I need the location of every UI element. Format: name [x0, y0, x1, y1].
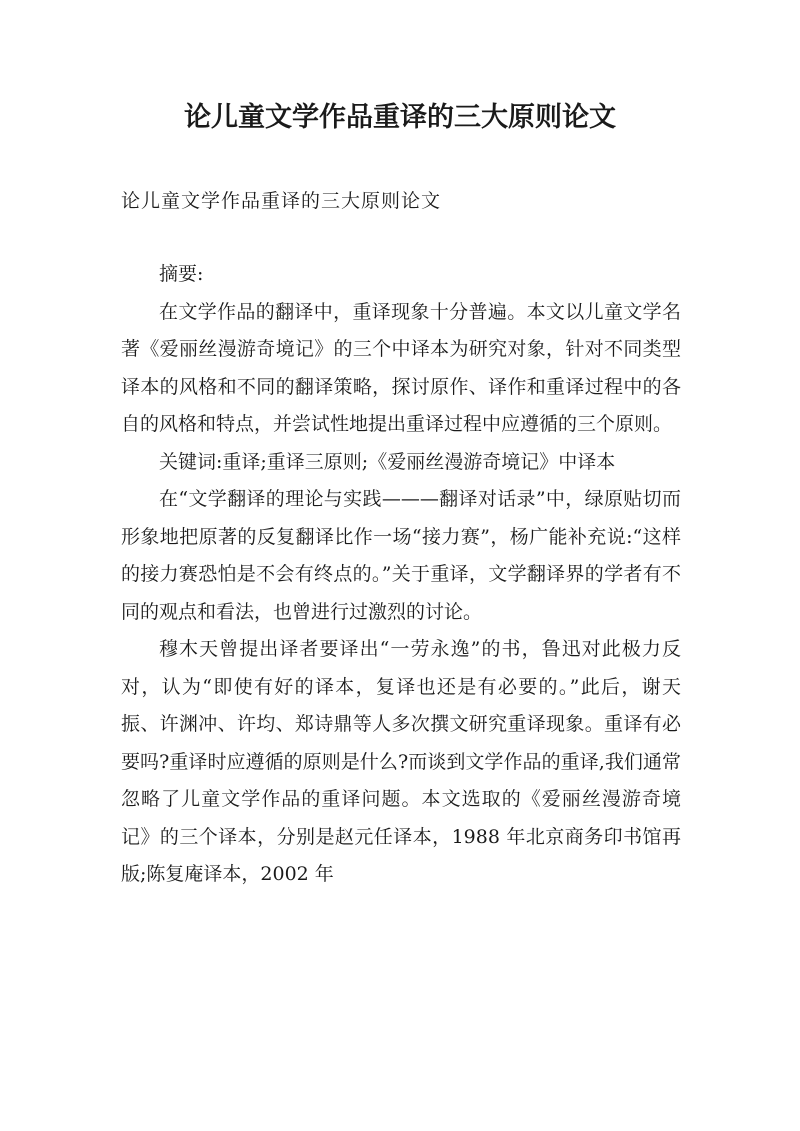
abstract-paragraph: 在文学作品的翻译中，重译现象十分普遍。本文以儿童文学名著《爱丽丝漫游奇境记》的三个中译本为研究对象，针对不同类型译本的风格和不同的翻译策略，探讨原作、译作和重译过程中的各自的风格和特点，并尝试性地提出重译过程中应遵循的三个原则。 [121, 300, 681, 435]
body-paragraph: 穆木天曾提出译者要译出“一劳永逸”的书，鲁迅对此极力反对，认为“即使有好的译本，复译也还是有必要的。”此后，谢天振、许渊冲、许均、郑诗鼎等人多次撰文研究重译现象。重译有必要吗?重译时应遵循的原则是什么?而谈到文学作品的重译,我们通常忽略了儿童文学作品的重译问题。本文选取的《爱丽丝漫游奇境记》的三个译本，分别是赵元任译本，1988 年北京商务印书馆再版;陈复庵译本，2002 年 [121, 638, 681, 885]
keywords-paragraph: 关键词:重译;重译三原则;《爱丽丝漫游奇境记》中译本 [159, 450, 616, 473]
document-subtitle: 论儿童文学作品重译的三大原则论文 [121, 190, 442, 212]
document-body [121, 256, 681, 894]
body-paragraph: 在“文学翻译的理论与实践———翻译对话录”中，绿原贴切而形象地把原著的反复翻译比作一场“接力赛”，杨广能补充说:“这样的接力赛恐怕是不会有终点的。”关于重译，文学翻译界的学者有不同的观点和看法，也曾进行过激烈的讨论。 [121, 488, 681, 623]
document-title: 论儿童文学作品重译的三大原则论文 [184, 102, 616, 133]
abstract-label: 摘要: [159, 263, 204, 285]
